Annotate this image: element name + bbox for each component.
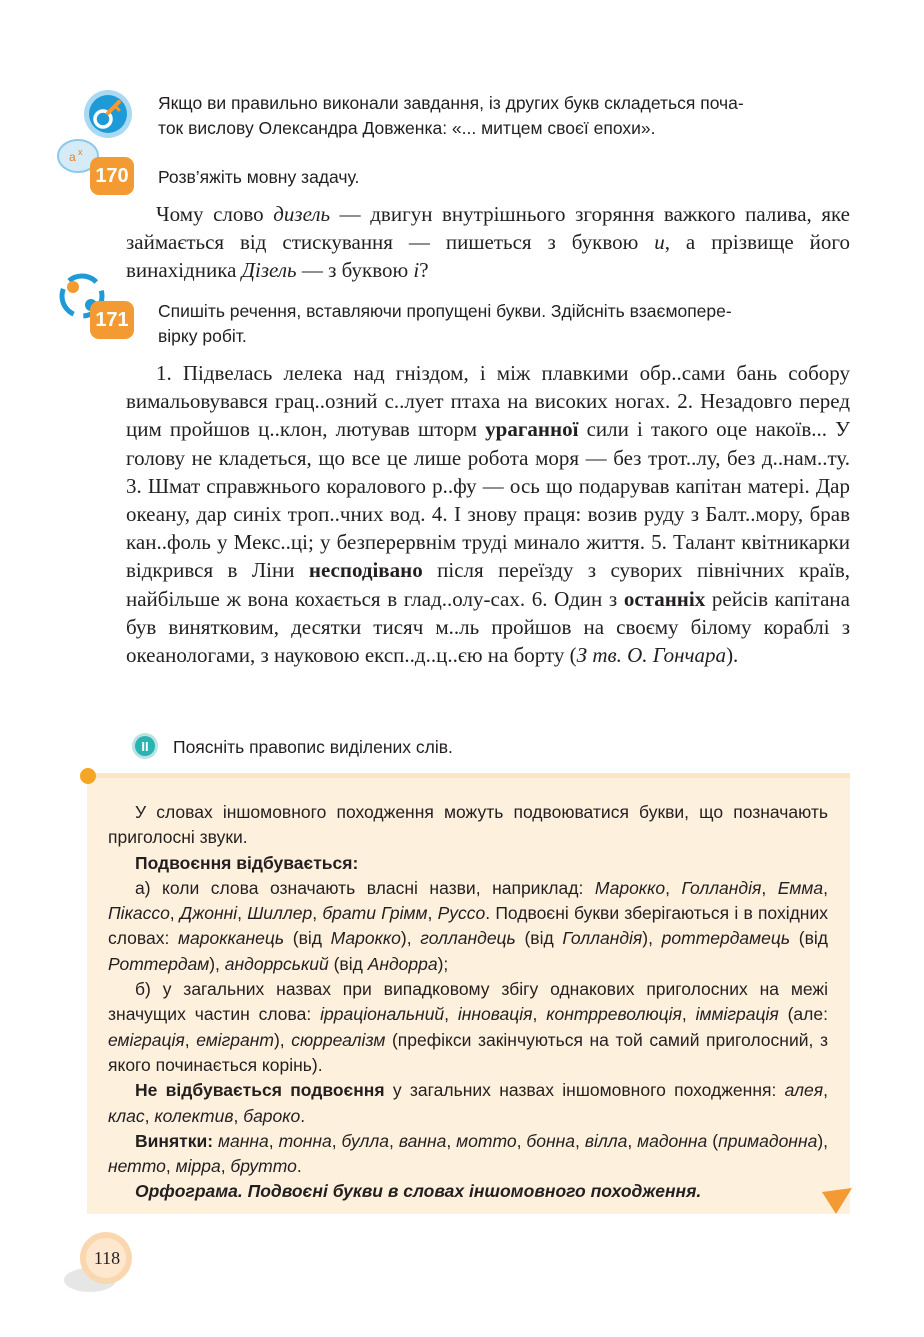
- task-171-instruction: Спишіть речення, вставляючи пропущені букви. Здійсніть взаємопере- вірку робіт.: [158, 301, 732, 346]
- task-number-170: 170: [90, 157, 134, 195]
- intro-text: Якщо ви правильно виконали завдання, із других букв складеться поча- ток вислову Олександра Довженка: «... митцем своєї епохи».: [158, 93, 744, 138]
- svg-text:a: a: [69, 150, 76, 164]
- page-number: 118: [93, 1248, 121, 1268]
- corner-triangle-icon: [822, 1188, 852, 1219]
- sub-task-text: Поясніть правопис виділених слів.: [173, 737, 453, 757]
- task-170-problem: Чому слово дизель — двигун внутрішнього згоряння важкого палива, яке займається від стискування — пишеться з буквою и, а прізвище його винахідника Дізель — з буквою і?: [126, 202, 850, 283]
- svg-text:II: II: [141, 739, 149, 754]
- task-170-instruction: Розв’яжіть мовну задачу.: [158, 167, 360, 187]
- rule-text: У словах іншомовного походження можуть подвоюватися букви, що позначають приголосні звуки. Подвоєння відбувається: а) коли слова означають власні назви, наприклад: Марокко, Голландія, Емма, Пікассо, Джонні, Шиллер, брати Грімм, Руссо. Подвоєні букви зберігаються і в похідних словах: марокканець (від Марокко), голландець (від Голландія), роттердамець (від Роттердам), андоррський (від Андорра); б) у загальних назвах при випадковому збігу однакових приголосних на межі значущих частин слова: ірраціональний, інновація, контрреволюція, імміграція (але: еміграція, емігрант), сюрреалізм (префікси закінчуються на той самий приголосний, з якого починається корінь). Не відбувається подвоєння у загальних назвах іншомовного походження: алея, клас, колектив, бароко. Винятки: манна, тонна, булла, ванна, мотто, бонна, вілла, мадонна (примадонна), нетто, мірра, брутто. Орфограма. Подвоєні букви в словах іншомовного походження.: [108, 802, 829, 1202]
- task-171-sentences: 1. Підвелась лелека над гніздом, і між плавкими обр..сами бань собору вимальовувався грац..озний с..лует птаха на високих ногах. 2. Незадовго перед цим пройшов ц..клон, лютував шторм ураганної сили і такого оце накоїв... У голову не кладеться, що все це лише робота моря — без трот..лу, без д..нам..ту. 3. Шмат справжнього коралового р..фу — ось що подарував капітан матері. Дар океану, дар синіх троп..чних вод. 4. І знову праця: возив руду з Балт..мору, брав кан..фоль у Мекс..ці; у безперервнім труді минало життя. 5. Талант квітникарки відкрився в Ліни несподівано після переїзду з суворих північних країв, найбільше ж вона кохається в глад..олу-сах. 6. Один з останніх рейсів капітана був винятковим, десятки тисяч м..ль пройшов на своєму білому кораблі з океанологами, з науковою експ..д..ц..єю на борту (З тв. О. Гончара).: [126, 361, 850, 668]
- level-two-badge: [131, 732, 159, 765]
- rule-box-top-bar: [87, 773, 850, 778]
- svg-text:x: x: [78, 147, 83, 157]
- task-number-171: 171: [90, 301, 134, 339]
- rule-dot-icon: [80, 768, 96, 784]
